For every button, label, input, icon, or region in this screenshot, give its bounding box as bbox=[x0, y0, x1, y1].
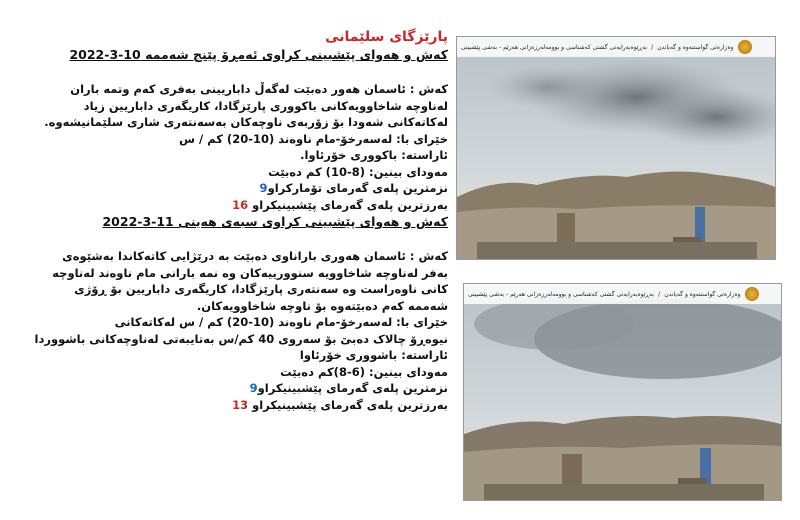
min-temp-value: 9 bbox=[259, 181, 268, 195]
weather-photo-today bbox=[456, 36, 776, 260]
weather-photo-tomorrow bbox=[463, 283, 782, 501]
photo-banner: وەزارەتی گواستنەوە و گەیاندن / بەڕێوەبەرایەتی گشتی کەشناسی و بوومەلەرزەزانی هەرێم - بەشی پێشبینی bbox=[464, 284, 781, 304]
ministry-name: وەزارەتی گواستنەوە و گەیاندن bbox=[664, 290, 741, 298]
forecast-text-column bbox=[34, 28, 448, 413]
kurdistan-emblem-icon bbox=[738, 40, 752, 54]
max-temp-value: 16 bbox=[232, 197, 249, 212]
max-temp-value: 13 bbox=[232, 397, 249, 412]
forecast-date: 2022-3-11 bbox=[102, 214, 174, 229]
max-temp-label: بەرزترین پلەی گەرمای پێشبینیکراو bbox=[252, 397, 448, 412]
directorate-name: بەڕێوەبەرایەتی گشتی کەشناسی و بوومەلەرزەزانی هەرێم - بەشی پێشبینی bbox=[461, 43, 648, 51]
max-temperature bbox=[40, 197, 448, 214]
wind-speed: خێرای با: لەسەرخۆ-مام ناوەند (10-20) کم / س bbox=[179, 131, 448, 146]
min-temp-label: نزمترین پلەی گەرمای پێشبینیکراو bbox=[257, 381, 448, 395]
city-skyline-illustration bbox=[464, 284, 781, 500]
kurdistan-emblem-icon bbox=[745, 287, 759, 301]
wind-direction: ئاراستە: باشووری خۆرئاوا bbox=[299, 348, 448, 362]
photo-banner: وەزارەتی گواستنەوە و گەیاندن / بەڕێوەبەرایەتی گشتی کەشناسی و بوومەلەرزەزانی هەرێم - بەشی پێشبینی bbox=[457, 37, 775, 57]
wind-direction: ئاراستە: باکووری خۆرئاوا. bbox=[300, 148, 448, 162]
forecast-description: کەش : ئاسمان هەور دەبێت لەگەڵ داباریینی بەفری کەم وتمە باران لەناوچە شاخاوویەکانی باکووری پارێزگادا، کاریگەری داباریین زیاد لەکاتەکانی شەودا بۆ زۆربەی ناوچەکان بەسەنتەری شاری سلێمانیشەوە. bbox=[44, 82, 448, 129]
min-temperature bbox=[40, 380, 448, 397]
forecast-heading-today bbox=[40, 46, 448, 63]
forecast-description: کەش : ئاسمان هەوری باراناوی دەبێت بە درێژایی کاتەکاندا بەشێوەی بەفر لەناوچە شاخاوویە سنوورییەکان وە نمە بارانی مام ناوەند لەناوچە کانی ناوەراست وە سەنتەری پارێزگادا، کاریگەری داباریین بۆ ڕۆژی شەممە کەم دەبێتەوە بۆ ناوچە شاخاوویەکان. bbox=[52, 249, 448, 313]
visibility: مەودای بینین: (6-8)کم دەبێت bbox=[280, 364, 448, 379]
province-title: پارێزگای سلێمانی bbox=[325, 29, 448, 45]
heading-text: کەش و هەوای پێشبینی کراوی ئەمڕۆ پێنج شەممە bbox=[145, 47, 448, 62]
heading-text: کەش و هەوای پێشبینی کراوی سبەی هەینی bbox=[178, 214, 448, 229]
ministry-name: وەزارەتی گواستنەوە و گەیاندن bbox=[657, 43, 734, 51]
forecast-date: 2022-3-10 bbox=[69, 47, 141, 62]
directorate-name: بەڕێوەبەرایەتی گشتی کەشناسی و بوومەلەرزەزانی هەرێم - بەشی پێشبینی bbox=[468, 290, 655, 298]
forecast-heading-tomorrow bbox=[40, 213, 448, 230]
wind-note: نیوەڕۆ چالاک دەبێ بۆ سەروی 40 کم/س بەتایبەتی لەناوچەکانی باشووردا bbox=[34, 331, 448, 346]
max-temp-label: بەرزترین پلەی گەرمای پێشبینیکراو bbox=[252, 197, 448, 212]
wind-speed: خێرای با: لەسەرخۆ-مام ناوەند (10-20) کم / س لەکاتەکانی bbox=[114, 315, 448, 329]
visibility: مەودای بینین: (8-10) کم دەبێت bbox=[268, 164, 448, 179]
max-temperature bbox=[40, 397, 448, 414]
min-temp-label: نزمترین پلەی گەرمای تۆمارکراو bbox=[267, 181, 448, 195]
min-temp-value: 9 bbox=[249, 381, 258, 395]
city-skyline-illustration bbox=[457, 37, 775, 259]
min-temperature bbox=[40, 180, 448, 197]
